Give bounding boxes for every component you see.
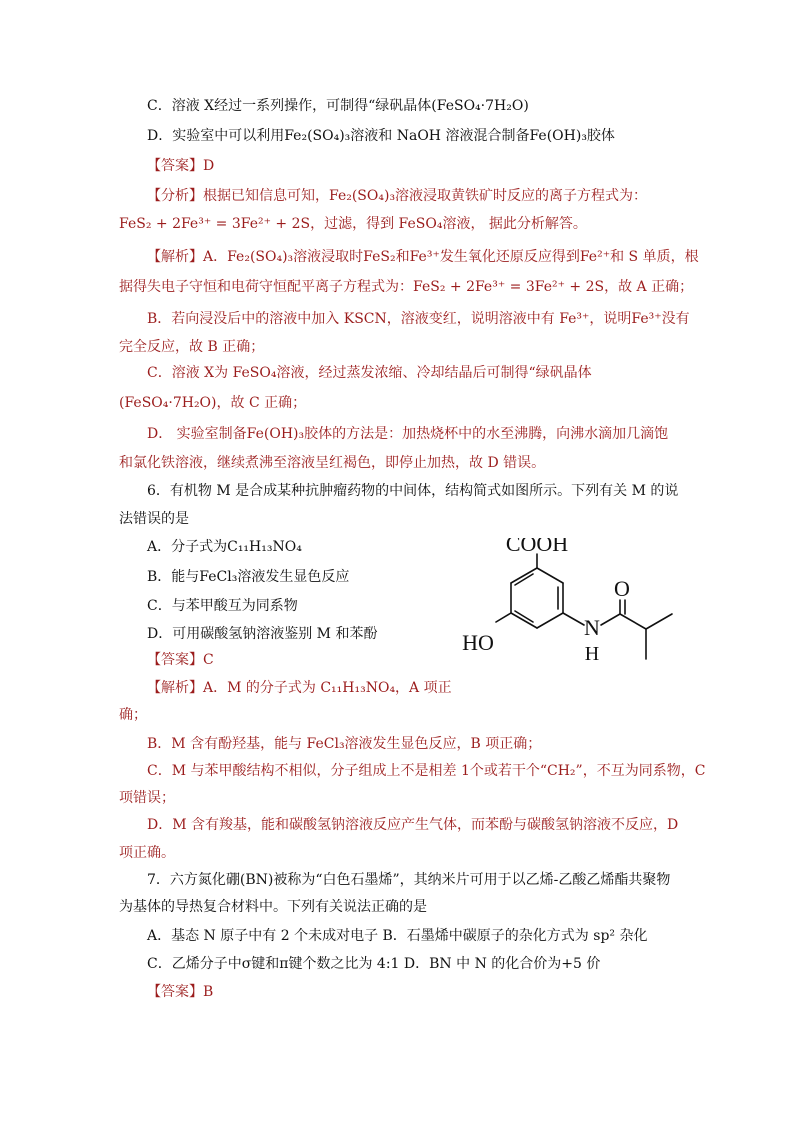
n-label: N xyxy=(584,615,600,640)
question-7-options-cd: C．乙烯分子中σ键和π键个数之比为 4:1 D．BN 中 N 的化合价为+5 价 xyxy=(147,956,601,972)
n-c-bond xyxy=(601,614,620,625)
methyl-bond xyxy=(646,614,672,629)
explanation-line: D．M 含有羧基，能和碳酸氢钠溶液反应产生气体，而苯酚与碳酸氢钠溶液不反应，D xyxy=(147,817,679,833)
c-c-bond xyxy=(620,614,646,629)
ho-bond xyxy=(496,613,511,622)
explanation-line: B．若向浸没后中的溶液中加入 KSCN，溶液变红，说明溶液中有 Fe³⁺，说明Fe³⁺没有 xyxy=(147,311,690,327)
question-6-stem: 6．有机物 M 是合成某种抗肿瘤药物的中间体，结构简式如图所示。下列有关 M 的说 xyxy=(147,483,679,499)
question-7-options-ab: A．基态 N 原子中有 2 个未成对电子 B．石墨烯中碳原子的杂化方式为 sp² 杂化 xyxy=(147,928,648,944)
ring-bond xyxy=(537,568,563,583)
analysis-equation: FeS₂ + 2Fe³⁺ = 3Fe²⁺ + 2S，过滤，得到 FeSO₄溶液， 据此分析解答。 xyxy=(119,216,587,232)
ring-bond xyxy=(537,613,563,628)
explanation-line: C．溶液 X为 FeSO₄溶液，经过蒸发浓缩、冷却结晶后可制得“绿矾晶体 xyxy=(147,365,592,381)
answer-label: 【答案】C xyxy=(147,652,214,668)
o-label: O xyxy=(614,576,630,601)
answer-label: 【答案】B xyxy=(147,984,214,1000)
explanation-line: 【解析】A．M 的分子式为 C₁₁H₁₃NO₄，A 项正 xyxy=(147,680,452,696)
explanation-line: (FeSO₄·7H₂O)，故 C 正确； xyxy=(119,395,307,411)
option-c-line: C．溶液 X经过一系列操作，可制得“绿矾晶体(FeSO₄·7H₂O) xyxy=(147,98,529,114)
explanation-line: 完全反应，故 B 正确； xyxy=(119,339,265,355)
question-6-option-d: D．可用碳酸氢钠溶液鉴别 M 和苯酚 xyxy=(147,626,378,642)
explanation-line: C．M 与苯甲酸结构不相似，分子组成上不是相差 1个或若干个“CH₂”，不互为同系物，C xyxy=(147,763,706,779)
question-6-option-b: B．能与FeCl₃溶液发生显色反应 xyxy=(147,569,350,585)
explanation-line: 项错误； xyxy=(119,790,175,806)
explanation-line: 【解析】A．Fe₂(SO₄)₃溶液浸取时FeS₂和Fe³⁺发生氧化还原反应得到Fe²⁺和 S 单质，根 xyxy=(147,249,699,265)
option-d-line: D．实验室中可以利用Fe₂(SO₄)₃溶液和 NaOH 溶液混合制备Fe(OH)₃胶体 xyxy=(147,128,615,144)
question-6-stem: 法错误的是 xyxy=(119,511,189,527)
question-6-option-c: C．与苯甲酸互为同系物 xyxy=(147,598,298,614)
structure-formula-m xyxy=(452,538,682,688)
h-label: H xyxy=(584,643,600,665)
ho-label: HO xyxy=(462,630,494,655)
ring-bond xyxy=(511,568,537,583)
question-7-stem: 7．六方氮化硼(BN)被称为“白色石墨烯”，其纳米片可用于以乙烯-乙酸乙烯酯共聚物 xyxy=(147,872,671,888)
explanation-line: 项正确。 xyxy=(119,845,175,861)
answer-label: 【答案】D xyxy=(147,158,215,174)
analysis-line: 【分析】根据已知信息可知，Fe₂(SO₄)₃溶液浸取黄铁矿时反应的离子方程式为： xyxy=(147,188,648,204)
cooh-label: COOH xyxy=(505,538,569,556)
nh-bond xyxy=(563,613,584,625)
question-7-stem: 为基体的导热复合材料中。下列有关说法正确的是 xyxy=(119,899,427,915)
explanation-line: D． 实验室制备Fe(OH)₃胶体的方法是：加热烧杯中的水至沸腾，向沸水滴加几滴饱 xyxy=(147,426,669,442)
question-6-option-a: A．分子式为C₁₁H₁₃NO₄ xyxy=(147,539,302,555)
ring-bond xyxy=(511,613,537,628)
explanation-line: 确； xyxy=(119,707,147,723)
explanation-line: B．M 含有酚羟基，能与 FeCl₃溶液发生显色反应，B 项正确； xyxy=(147,736,542,752)
explanation-line: 据得失电子守恒和电荷守恒配平离子方程式为：FeS₂ + 2Fe³⁺ = 3Fe²⁺ + 2S，故 A 正确； xyxy=(119,279,694,295)
explanation-line: 和氯化铁溶液，继续煮沸至溶液呈红褐色，即停止加热，故 D 错误。 xyxy=(119,455,546,471)
